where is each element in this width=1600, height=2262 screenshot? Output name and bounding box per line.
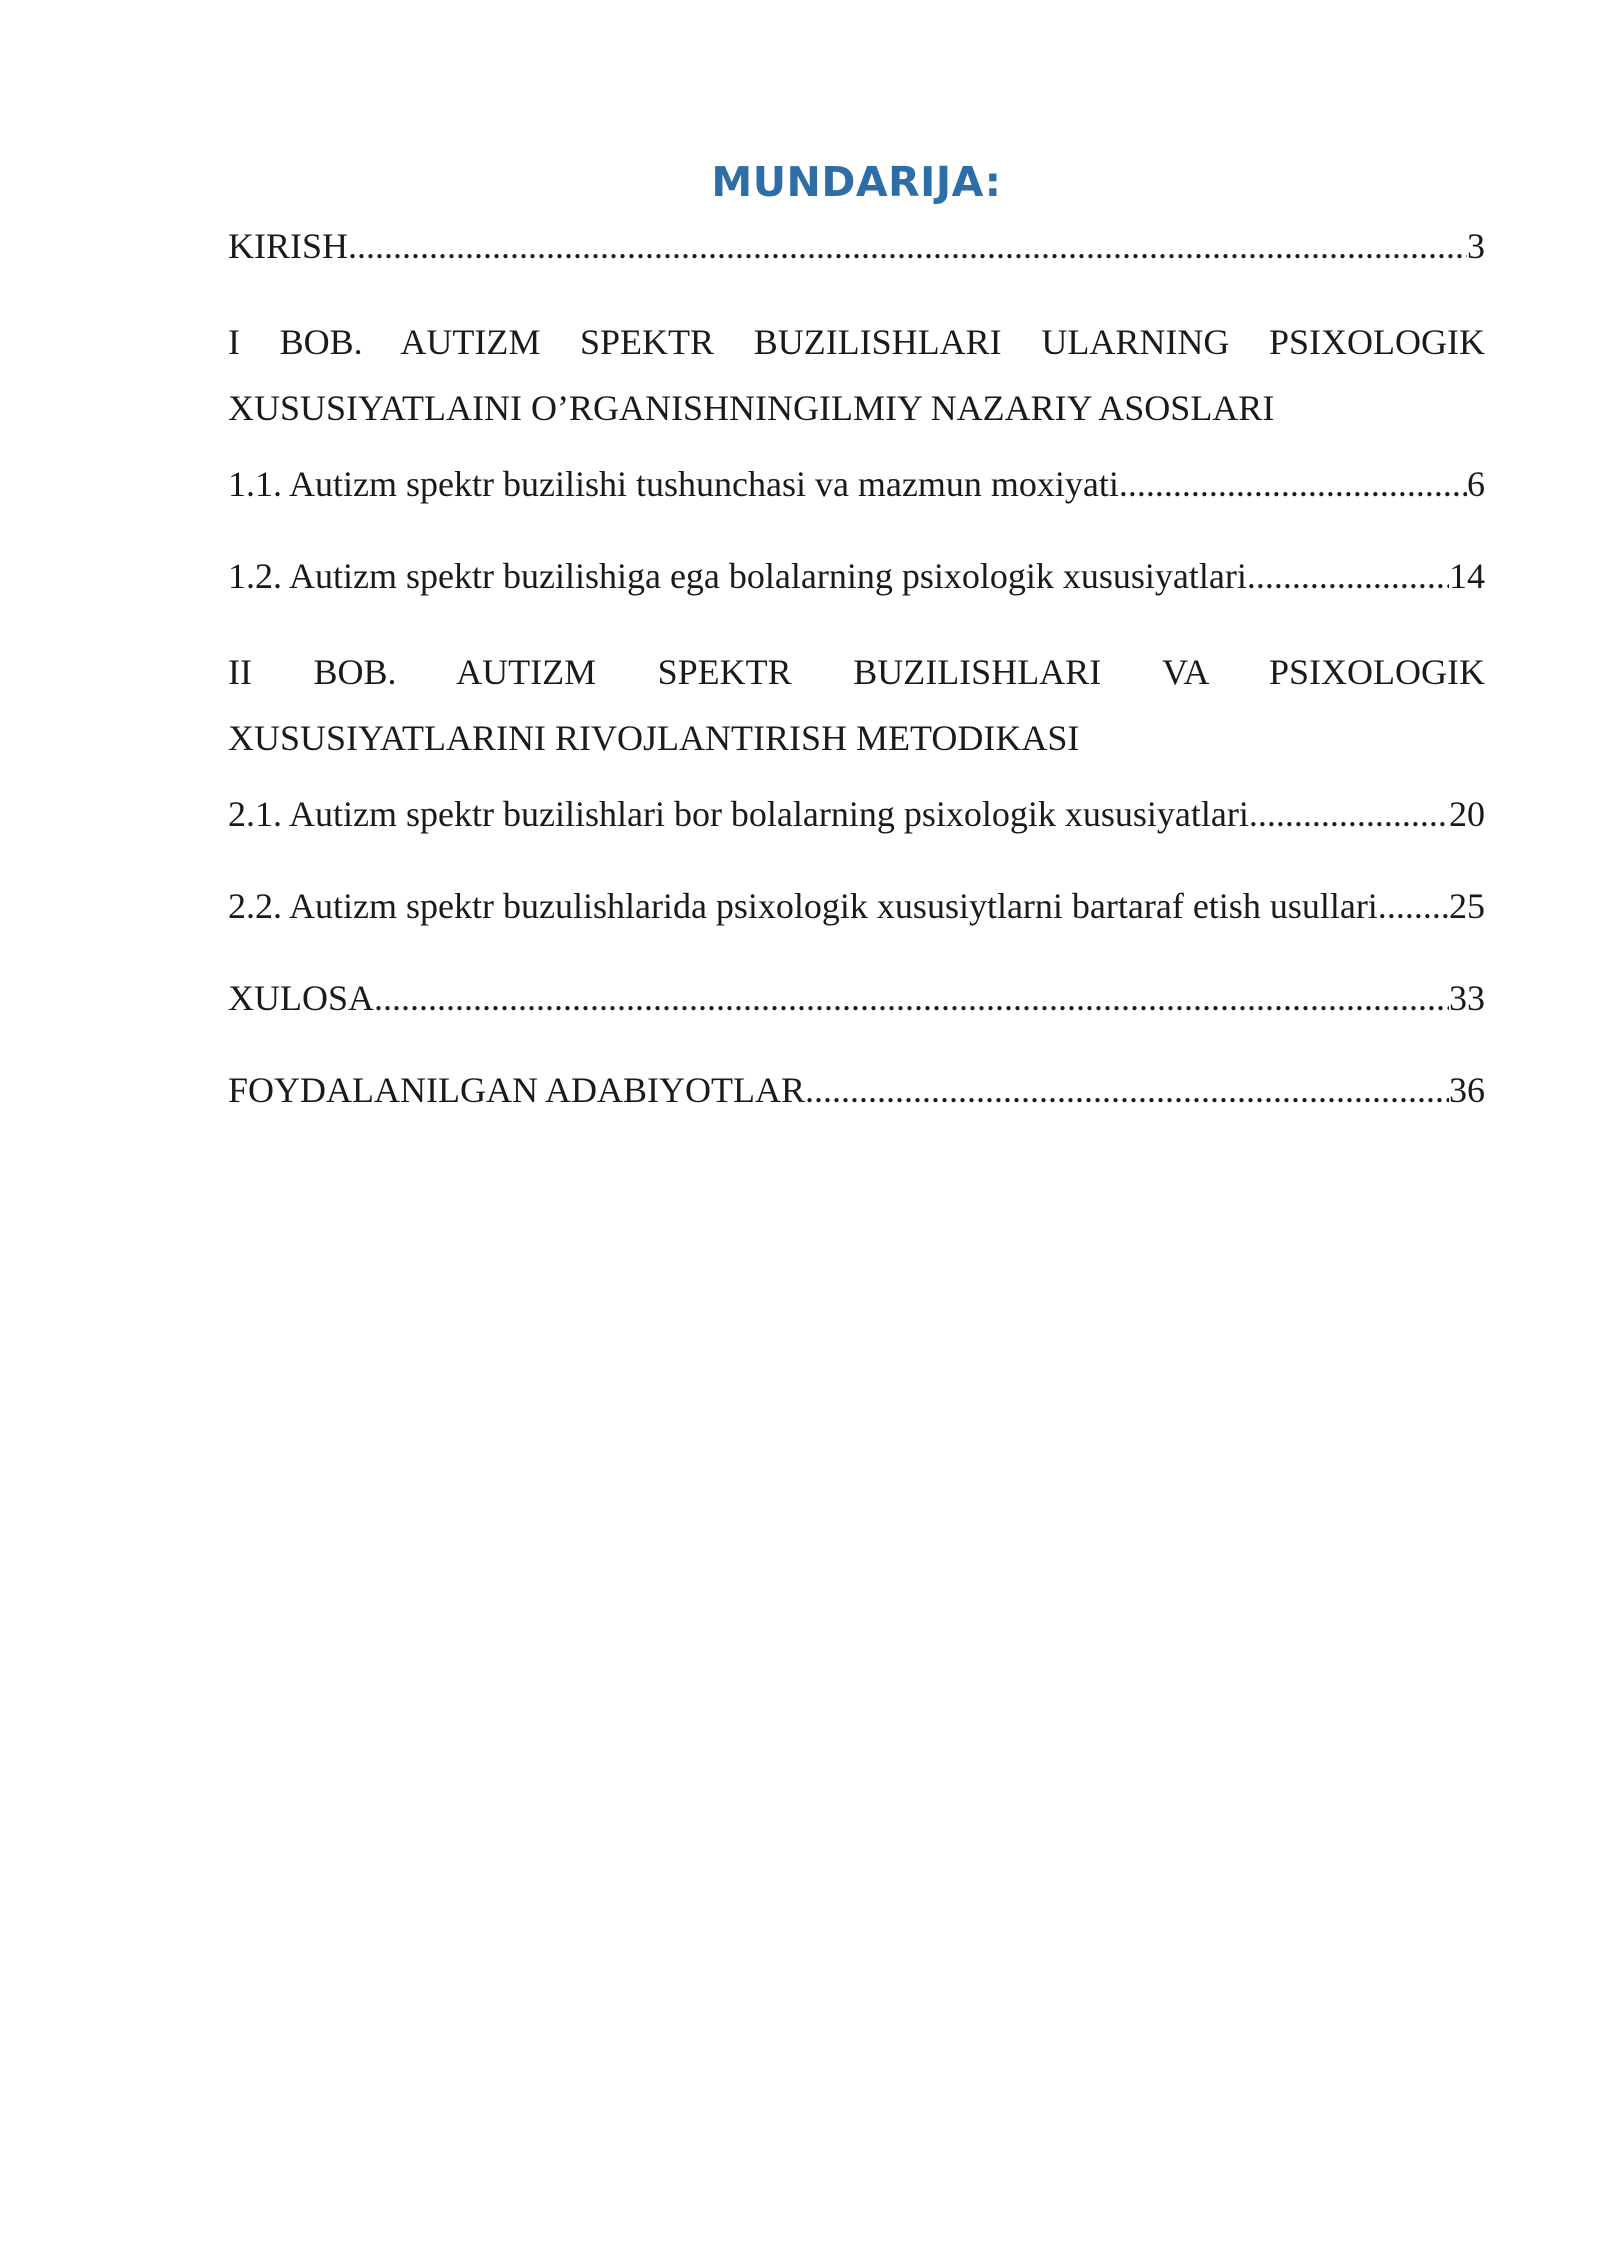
dot-leader — [1247, 553, 1449, 599]
chapter-heading-line: XUSUSIYATLARINI RIVOJLANTIRISH METODIKASI — [228, 718, 1080, 758]
toc-entry-page-number: 36 — [1449, 1070, 1485, 1110]
toc-title: MUNDARIJA: — [711, 158, 1002, 206]
toc-entry-kirish[interactable] — [228, 223, 1485, 269]
toc-chapter-1[interactable] — [228, 309, 1485, 441]
chapter-heading-line: XUSUSIYATLAINI O’RGANISHNINGILMIY NAZARIY ASOSLARI — [228, 388, 1275, 428]
toc-list — [228, 223, 1485, 1113]
toc-entry-1-1[interactable] — [228, 461, 1485, 507]
dot-leader — [1119, 461, 1467, 507]
dot-leader — [1249, 791, 1449, 837]
toc-entry-xulosa[interactable] — [228, 975, 1485, 1021]
toc-entry-page-number: 25 — [1449, 886, 1485, 926]
toc-entry-label: 2.1. Autizm spektr buzilishlari bor bolalarning psixologik xususiyatlari — [228, 794, 1249, 834]
table-of-contents — [228, 155, 1485, 1159]
toc-entry-page-number: 14 — [1449, 556, 1485, 596]
chapter-heading-line: II BOB. AUTIZM SPEKTR BUZILISHLARI VA PSIXOLOGIK — [228, 652, 1485, 692]
toc-entry-2-2[interactable] — [228, 883, 1485, 929]
dot-leader — [1387, 883, 1449, 929]
chapter-heading-line: I BOB. AUTIZM SPEKTR BUZILISHLARI ULARNING PSIXOLOGIK — [228, 322, 1485, 362]
toc-entry-adabiyotlar[interactable] — [228, 1067, 1485, 1113]
toc-entry-label: FOYDALANILGAN ADABIYOTLAR — [228, 1070, 805, 1110]
toc-entry-label: XULOSA — [228, 978, 375, 1018]
toc-entry-page-number: 20 — [1449, 794, 1485, 834]
toc-entry-1-2[interactable] — [228, 553, 1485, 599]
toc-entry-page-number: 3 — [1467, 226, 1485, 266]
toc-entry-label: 2.2. Autizm spektr buzulishlarida psixologik xususiytlarni bartaraf etish usullari. — [228, 886, 1387, 926]
toc-entry-label: 1.1. Autizm spektr buzilishi tushunchasi va mazmun moxiyati — [228, 464, 1119, 504]
toc-chapter-2[interactable] — [228, 639, 1485, 771]
toc-entry-2-1[interactable] — [228, 791, 1485, 837]
toc-entry-page-number: 6 — [1467, 464, 1485, 504]
toc-entry-label: 1.2. Autizm spektr buzilishiga ega bolalarning psixologik xususiyatlari — [228, 556, 1247, 596]
dot-leader — [348, 223, 1467, 269]
toc-entry-page-number: 33 — [1449, 978, 1485, 1018]
dot-leader — [805, 1067, 1449, 1113]
dot-leader — [374, 975, 1449, 1021]
toc-entry-label: KIRISH — [228, 226, 349, 266]
